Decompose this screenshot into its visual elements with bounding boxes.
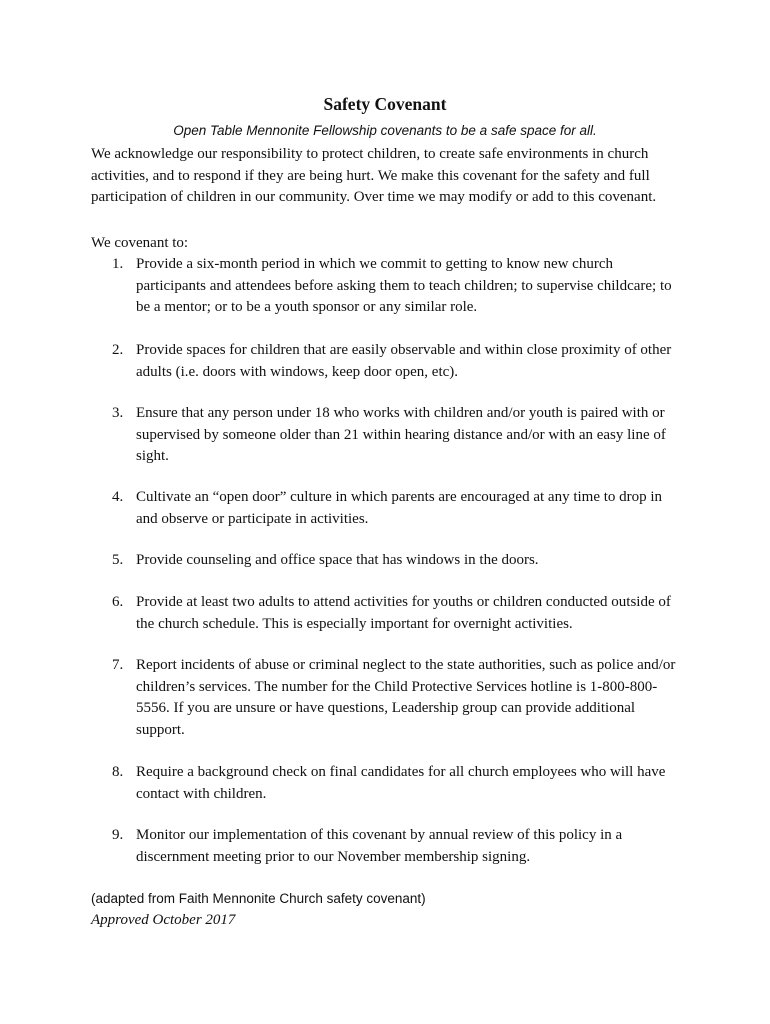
list-item-line: supervised by someone older than 21 within hearing distance and/or with an easy line of xyxy=(136,426,666,443)
list-item-number: 5. xyxy=(112,552,124,568)
list-item-line: Cultivate an “open door” culture in which parents are encouraged at any time to drop in xyxy=(136,489,663,505)
intro-line: participation of children in our community. Over time we may modify or add to this covenant. xyxy=(91,189,657,205)
intro-line: We acknowledge our responsibility to protect children, to create safe environments in church xyxy=(91,146,649,162)
list-item-number: 9. xyxy=(112,827,124,843)
list-item-text xyxy=(136,340,686,383)
list-item-number: 8. xyxy=(112,764,124,780)
list-item-line: adults (i.e. doors with windows, keep door open, etc). xyxy=(136,363,459,380)
list-item-text xyxy=(136,254,686,319)
intro-line: activities, and to respond if they are being hurt. We make this covenant for the safety and full xyxy=(91,167,650,184)
list-item-number: 6. xyxy=(112,594,124,610)
list-item-text xyxy=(136,592,686,635)
approval-date: Approved October 2017 xyxy=(91,912,236,928)
list-item-line: contact with children. xyxy=(136,785,267,802)
list-item-text xyxy=(136,550,686,572)
list-item-number: 7. xyxy=(112,657,124,673)
list-item-line: Provide a six-month period in which we commit to getting to know new church xyxy=(136,256,613,272)
list-item-line: support. xyxy=(136,721,185,738)
list-item-line: sight. xyxy=(136,448,169,464)
list-item-text xyxy=(136,487,686,530)
list-item-line: children’s services. The number for the Child Protective Services hotline is 1-800-800- xyxy=(136,678,658,695)
list-item-text xyxy=(136,825,686,868)
list-item-line: and observe or participate in activities. xyxy=(136,510,369,527)
list-item-number: 1. xyxy=(112,256,124,272)
list-item-line: Ensure that any person under 18 who works with children and/or youth is paired with or xyxy=(136,405,665,421)
list-item-line: discernment meeting prior to our November membership signing. xyxy=(136,848,531,865)
list-item-line: Monitor our implementation of this covenant by annual review of this policy in a xyxy=(136,827,623,843)
covenant-lead: We covenant to: xyxy=(91,235,189,251)
list-item-line: the church schedule. This is especially important for overnight activities. xyxy=(136,615,573,632)
list-item-text xyxy=(136,762,686,805)
list-item-line: Provide at least two adults to attend activities for youths or children conducted outside of xyxy=(136,594,671,610)
list-item-line: Provide counseling and office space that has windows in the doors. xyxy=(136,552,539,568)
document-subtitle: Open Table Mennonite Fellowship covenants to be a safe space for all. xyxy=(173,123,597,138)
list-item-line: Provide spaces for children that are easily observable and within close proximity of other xyxy=(136,342,672,358)
document-title: Safety Covenant xyxy=(323,94,447,114)
list-item-line: Require a background check on final candidates for all church employees who will have xyxy=(136,764,666,780)
list-item-number: 3. xyxy=(112,405,124,421)
list-item-line: participants and attendees before asking them to teach children; to supervise childcare; to xyxy=(136,277,672,294)
list-item-text xyxy=(136,403,686,468)
list-item-text xyxy=(136,655,686,741)
list-item-number: 4. xyxy=(112,489,124,505)
list-item-line: 5556. If you are unsure or have questions, Leadership group can provide additional xyxy=(136,700,636,716)
list-item-number: 2. xyxy=(112,342,124,358)
list-item-line: be a mentor; or to be a youth sponsor or any similar role. xyxy=(136,299,478,315)
source-note: (adapted from Faith Mennonite Church safety covenant) xyxy=(91,891,426,906)
list-item-line: Report incidents of abuse or criminal neglect to the state authorities, such as police and/or xyxy=(136,657,676,673)
